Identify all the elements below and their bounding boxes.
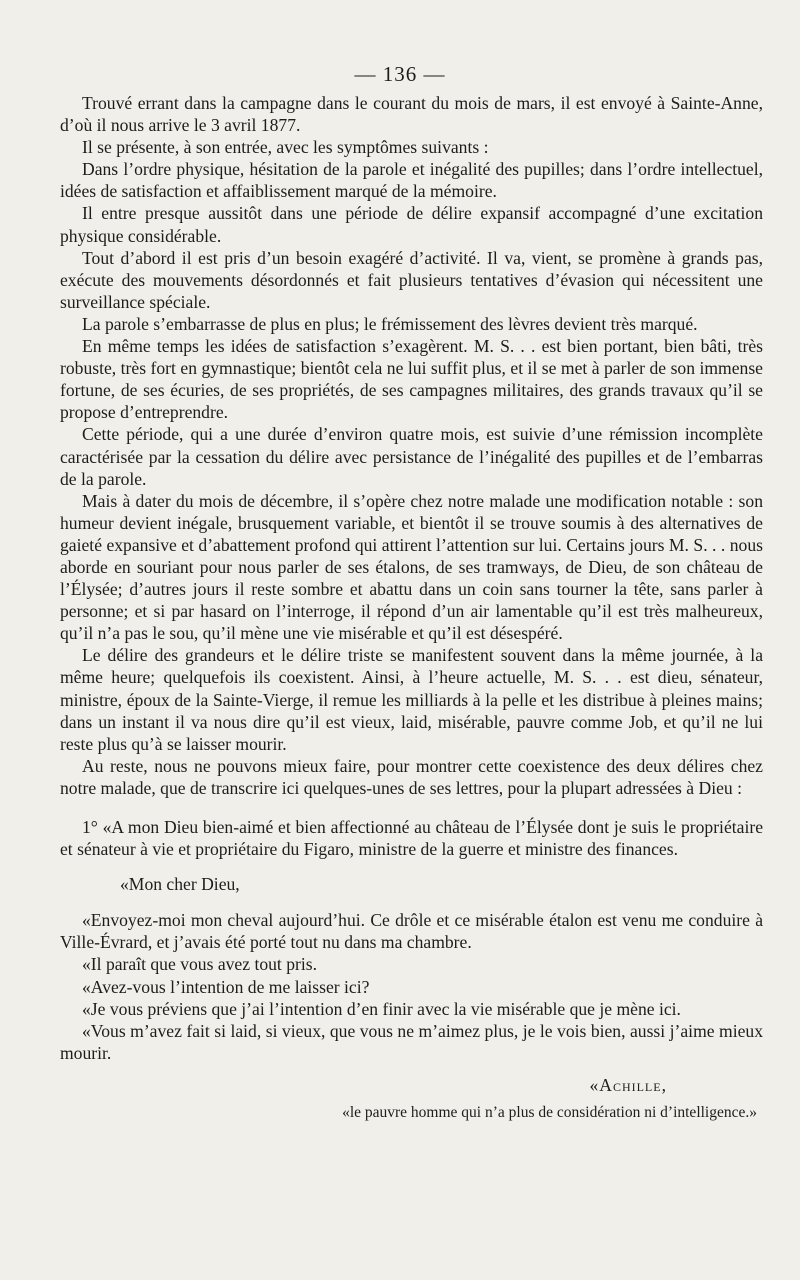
letter-line: «Il paraît que vous avez tout pris. [82,954,318,975]
paragraph-5: Tout d’abord il est pris d’un besoin exagéré d’activité. Il va, vient, se promène à grands pas, exécute des mouvements désordonnés et fait plusieurs tentatives d’évasion qui nécessitent une surveillance spéciale. [60,247,763,312]
paragraph-11: Au reste, nous ne pouvons mieux faire, pour montrer cette coexistence des deux délires chez notre malade, que de transcrire ici quelques-unes de ses lettres, pour la plupart adressées à Dieu : [60,755,763,798]
letter-address: 1° «A mon Dieu bien-aimé et bien affectionné au château de l’Élysée dont je suis le propriétaire et sénateur à vie et propriétaire du Figaro, ministre de la guerre et ministre des finances. [60,817,763,860]
letter-line: «Je vous préviens que j’ai l’intention d’en finir avec la vie misérable que je mène ici. [82,998,681,1019]
paragraph-6: La parole s’embarrasse de plus en plus; le frémissement des lèvres devient très marqué. [82,313,698,334]
letter-signature: «Achille, [589,1074,667,1095]
letter-signature-line: «le pauvre homme qui n’a plus de considération ni d’intelligence.» [342,1104,757,1122]
letter-line: «Avez-vous l’intention de me laisser ici? [82,976,370,997]
body-text [60,92,763,1124]
page-number: — 136 — [354,62,446,86]
paragraph-8: Cette période, qui a une durée d’environ quatre mois, est suivie d’une rémission incomplète caractérisée par la cessation du délire avec persistance de l’inégalité des pupilles et de l’embarras de la parole. [60,424,763,489]
paragraph-3: Dans l’ordre physique, hésitation de la parole et inégalité des pupilles; dans l’ordre intellectuel, idées de satisfaction et affaiblissement marqué de la mémoire. [60,159,763,202]
paragraph-4: Il entre presque aussitôt dans une période de délire expansif accompagné d’une excitation physique considérable. [60,203,763,246]
paragraph-2: Il se présente, à son entrée, avec les symptômes suivants : [82,137,489,158]
paragraph-10: Le délire des grandeurs et le délire triste se manifestent souvent dans la même journée, à la même heure; quelquefois ils coexistent. Ainsi, à l’heure actuelle, M. S. . . est dieu, sénateur, ministre, époux de la Sainte-Vierge, il remue les milliards à la pelle et les distribue à pleines mains; dans un instant il va nous dire qu’il est vieux, laid, misérable, pauvre comme Job, et qu’il ne lui reste plus qu’à se laisser mourir. [60,645,763,754]
letter-salutation: «Mon cher Dieu, [120,874,240,895]
paragraph-1: Trouvé errant dans la campagne dans le courant du mois de mars, il est envoyé à Sainte-Anne, d’où il nous arrive le 3 avril 1877. [60,93,763,136]
paragraph-9: Mais à dater du mois de décembre, il s’opère chez notre malade une modification notable : son humeur devient inégale, brusquement variable, et bientôt il se trouve soumis à des alternatives de gaieté expansive et d’abattement profond qui attirent l’attention sur lui. Certains jours M. S. . . nous aborde en souriant pour nous parler de ses étalons, de ses tramways, de Dieu, de son château de l’Élysée; d’autres jours il reste sombre et abattu dans un coin sans tourner la tête, sans parler à personne; et si par hasard on l’interroge, il répond d’un air lamentable qu’il est très malheureux, qu’il n’a pas le sou, qu’il mène une vie misérable et qu’il est désespéré. [60,490,763,644]
paragraph-7: En même temps les idées de satisfaction s’exagèrent. M. S. . . est bien portant, bien bâti, très robuste, très fort en gymnastique; bientôt cela ne lui suffit plus, et il se met à parler de son immense fortune, de ses écuries, de ses propriétés, de ses campagnes militaires, des grands travaux qu’il se propose d’entreprendre. [60,336,763,423]
letter-line: «Vous m’avez fait si laid, si vieux, que vous ne m’aimez plus, je le vois bien, aussi j’aime mieux mourir. [60,1020,763,1063]
letter-line: «Envoyez-moi mon cheval aujourd’hui. Ce drôle et ce misérable étalon est venu me conduire à Ville-Évrard, et j’avais été porté tout nu dans ma chambre. [60,910,763,953]
